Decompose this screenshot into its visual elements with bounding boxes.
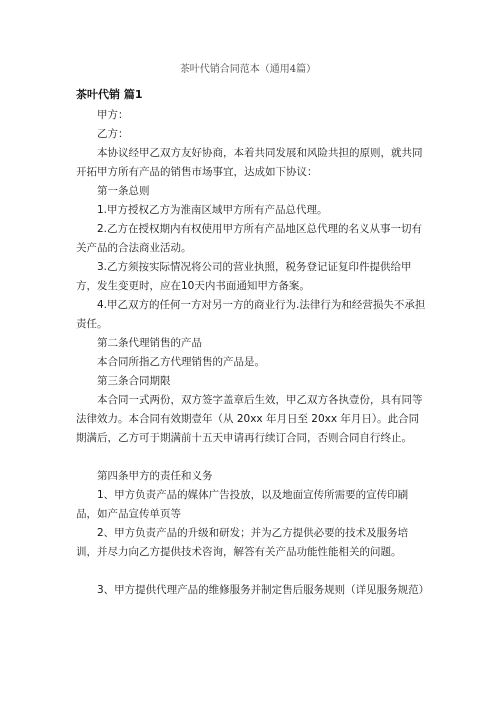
article-2-title: 第二条代理销售的产品 (97, 337, 202, 349)
article-1-clause-2: 2.乙方在授权期内有权使用甲方所有产品地区总代理的名义从事一切有关产品的合法商业活动。 (76, 223, 423, 254)
article-4-clause-3: 3、甲方提供代理产品的维修服务并制定售后服务规则（详见服务规范） (97, 584, 430, 596)
section-heading: 茶叶代销 篇1 (76, 88, 143, 101)
article-4-clause-1: 1、甲方负责产品的媒体广告投放，以及地面宣传所需要的宣传印刷品，如产品宣传单页等 (76, 489, 409, 520)
article-1-title: 第一条总则 (97, 185, 150, 197)
article-4-title: 第四条甲方的责任和义务 (97, 470, 213, 482)
party-b-line: 乙方： (97, 128, 129, 140)
article-1-clause-3: 3.乙方须按实际情况将公司的营业执照，税务登记证复印件提供给甲方，发生变更时，应在10天内书面通知甲方备案。 (76, 261, 412, 292)
article-1-clause-1: 1.甲方授权乙方为淮南区域甲方所有产品总代理。 (97, 204, 328, 216)
party-a-line: 甲方： (97, 109, 129, 121)
article-2-clause-1: 本合同所指乙方代理销售的产品是。 (97, 356, 265, 368)
document-title: 茶叶代销合同范本（通用4篇） (179, 64, 317, 75)
article-3-title: 第三条合同期限 (97, 375, 171, 387)
article-3-clause-1: 本合同一式两份，双方签字盖章后生效，甲乙双方各执壹份，具有同等法律效力。本合同有效期壹年（从 20xx 年月日至 20xx 年月日）。此合同期满后，乙方可于期满前十五天申请再行续订合同，否则合同自行终止。 (76, 394, 423, 444)
article-4-clause-2: 2、甲方负责产品的升级和研发；并为乙方提供必要的技术及服务培训，并尽力向乙方提供技术咨询，解答有关产品功能性能相关的问题。 (76, 527, 409, 558)
article-1-clause-4: 4.甲乙双方的任何一方对另一方的商业行为.法律行为和经营损失不承担责任。 (76, 299, 426, 330)
intro-paragraph: 本协议经甲乙双方友好协商，本着共同发展和风险共担的原则，就共同开拓甲方所有产品的销售市场事宜，达成如下协议： (76, 147, 423, 178)
